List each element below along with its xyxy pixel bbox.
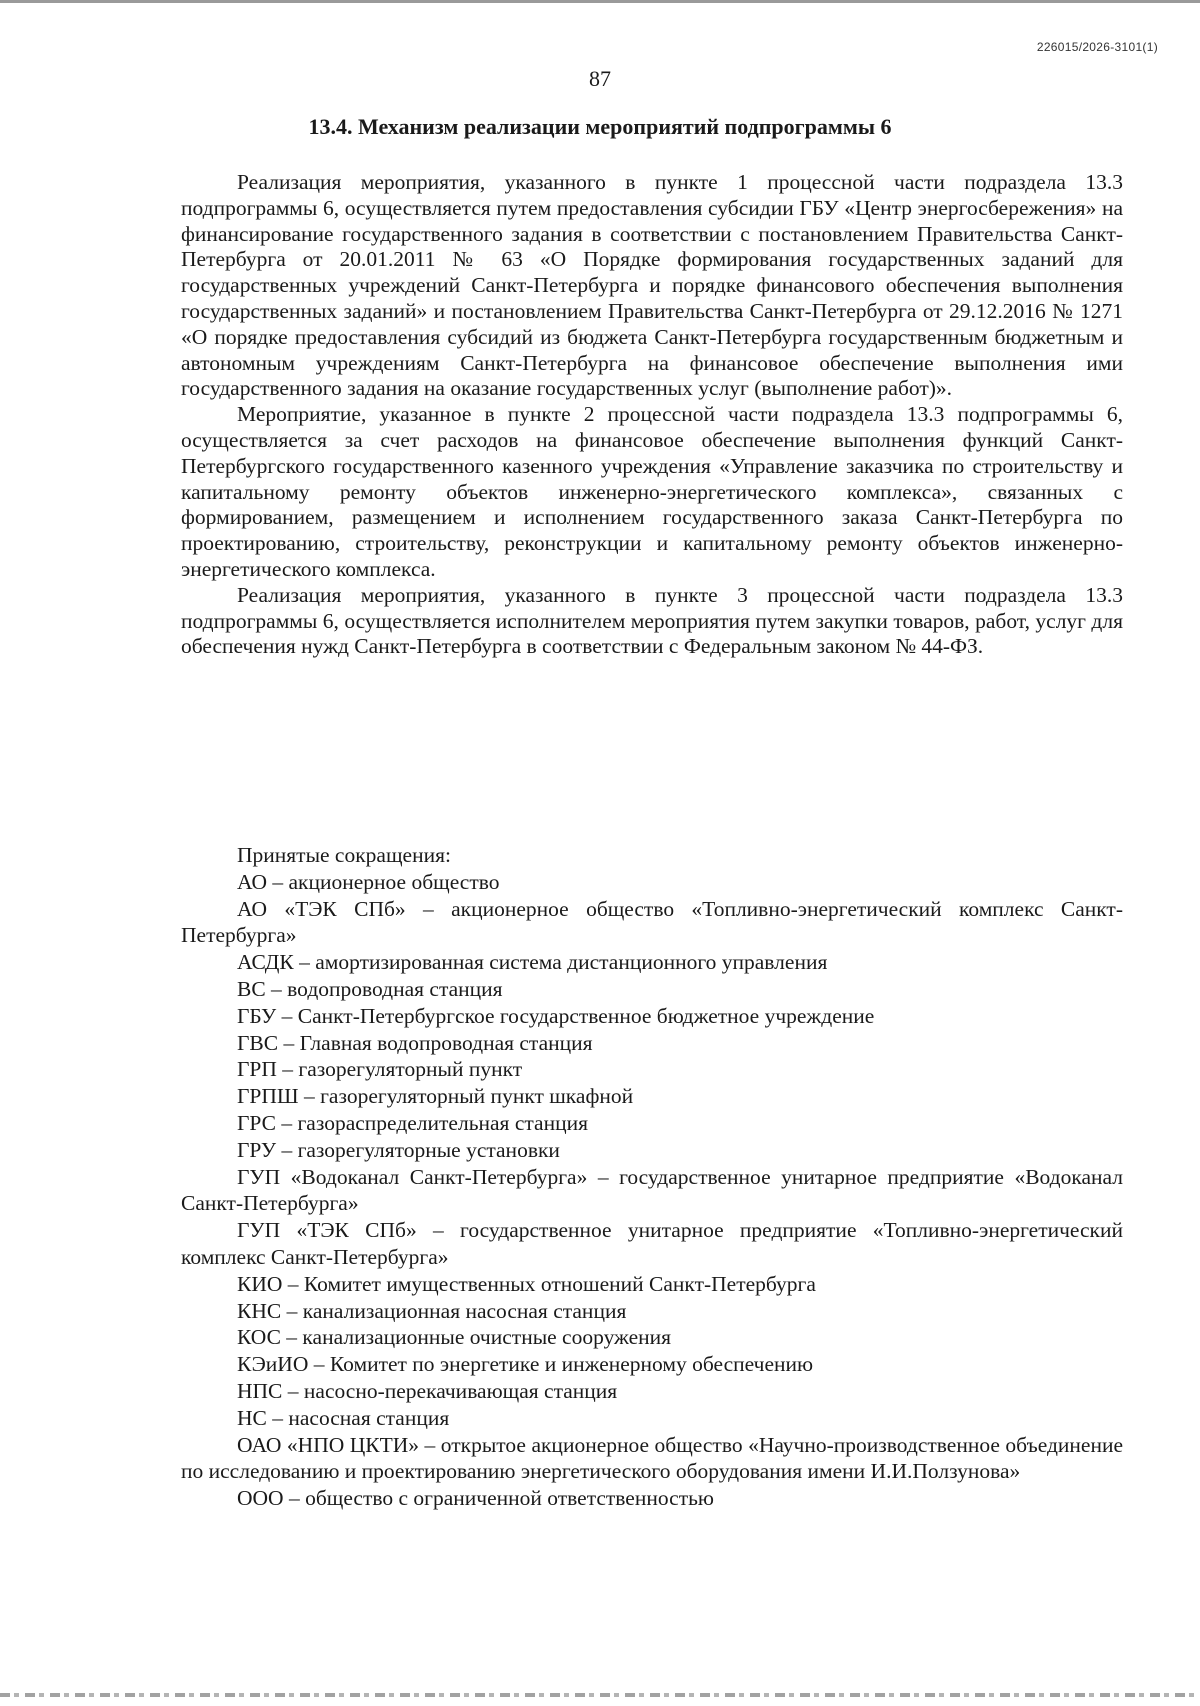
page-number: 87 [589, 66, 611, 91]
abbreviation-item: АО «ТЭК СПб» – акционерное общество «Топливно-энергетический комплекс Санкт-Петербурга» [181, 896, 1123, 948]
abbreviation-item: КНС – канализационная насосная станция [237, 1298, 627, 1323]
abbreviation-item: НС – насосная станция [237, 1405, 450, 1430]
abbreviation-item: НПС – насосно-перекачивающая станция [237, 1378, 618, 1403]
body-text [181, 170, 1123, 660]
paragraph: Реализация мероприятия, указанного в пункте 1 процессной части подраздела 13.3 подпрограммы 6, осуществляется путем предоставления субсидии ГБУ «Центр энергосбережения» на финансирование государственного задания в соответствии с постановлением Правительства Санкт-Петербурга от 20.01.2011 № 63 «О Порядке формирования государственных заданий для государственных учреждений Санкт-Петербурга и порядке финансового обеспечения выполнения государственных заданий» и постановлением Правительства Санкт-Петербурга от 29.12.2016 № 1271 «О порядке предоставления субсидий из бюджета Санкт-Петербурга государственным бюджетным и автономным учреждениям Санкт-Петербурга на финансовое обеспечение выполнения ими государственного задания на оказание государственных услуг (выполнение работ)». [181, 170, 1123, 401]
abbreviation-item: ГБУ – Санкт-Петербургское государственное бюджетное учреждение [237, 1003, 875, 1028]
abbreviation-item: ГУП «Водоканал Санкт-Петербурга» – государственное унитарное предприятие «Водоканал Санкт-Петербурга» [181, 1164, 1123, 1216]
abbreviations-list [181, 842, 1123, 1512]
paragraph: Мероприятие, указанное в пункте 2 процессной части подраздела 13.3 подпрограммы 6, осуществляется за счет расходов на финансовое обеспечение выполнения функций Санкт-Петербургского государственного казенного учреждения «Управление заказчика по строительству и капитальному ремонту объектов инженерно-энергетического комплекса», связанных с формированием, размещением и исполнением государственного заказа Санкт-Петербурга по проектированию, строительству, реконструкции и капитальному ремонту объектов инженерно-энергетического комплекса. [181, 402, 1123, 581]
abbreviation-item: ООО – общество с ограниченной ответственностью [237, 1486, 714, 1511]
document-id: 226015/2026-3101(1) [1036, 40, 1158, 54]
abbreviation-item: АСДК – амортизированная система дистанционного управления [237, 950, 828, 975]
abbreviation-item: АО – акционерное общество [237, 869, 500, 894]
section-title: 13.4. Механизм реализации мероприятий подпрограммы 6 [308, 114, 892, 139]
abbreviations-title: Принятые сокращения: [237, 843, 451, 867]
scan-bottom-edge [0, 1693, 1200, 1697]
abbreviation-item: ОАО «НПО ЦКТИ» – открытое акционерное общество «Научно-производственное объединение по исследованию и проектированию энергетического оборудования имени И.И.Ползунова» [181, 1432, 1123, 1484]
abbreviation-item: КИО – Комитет имущественных отношений Санкт-Петербурга [237, 1271, 816, 1296]
abbreviation-item: ГРУ – газорегуляторные установки [237, 1137, 560, 1162]
abbreviation-item: КОС – канализационные очистные сооружения [237, 1325, 672, 1350]
abbreviation-item: ГРП – газорегуляторный пункт [237, 1057, 523, 1082]
abbreviation-item: ГРПШ – газорегуляторный пункт шкафной [237, 1084, 634, 1109]
abbreviation-item: КЭиИО – Комитет по энергетике и инженерному обеспечению [237, 1352, 814, 1377]
abbreviation-item: ГУП «ТЭК СПб» – государственное унитарное предприятие «Топливно-энергетический комплекс Санкт-Петербурга» [181, 1218, 1123, 1269]
abbreviation-item: ГВС – Главная водопроводная станция [237, 1030, 593, 1055]
abbreviation-item: ВС – водопроводная станция [237, 976, 503, 1001]
paragraph: Реализация мероприятия, указанного в пункте 3 процессной части подраздела 13.3 подпрограммы 6, осуществляется исполнителем мероприятия путем закупки товаров, работ, услуг для обеспечения нужд Санкт-Петербурга в соответствии с Федеральным законом № 44-ФЗ. [181, 582, 1123, 659]
abbreviation-item: ГРС – газораспределительная станция [237, 1110, 588, 1135]
scan-top-edge [0, 0, 1200, 3]
